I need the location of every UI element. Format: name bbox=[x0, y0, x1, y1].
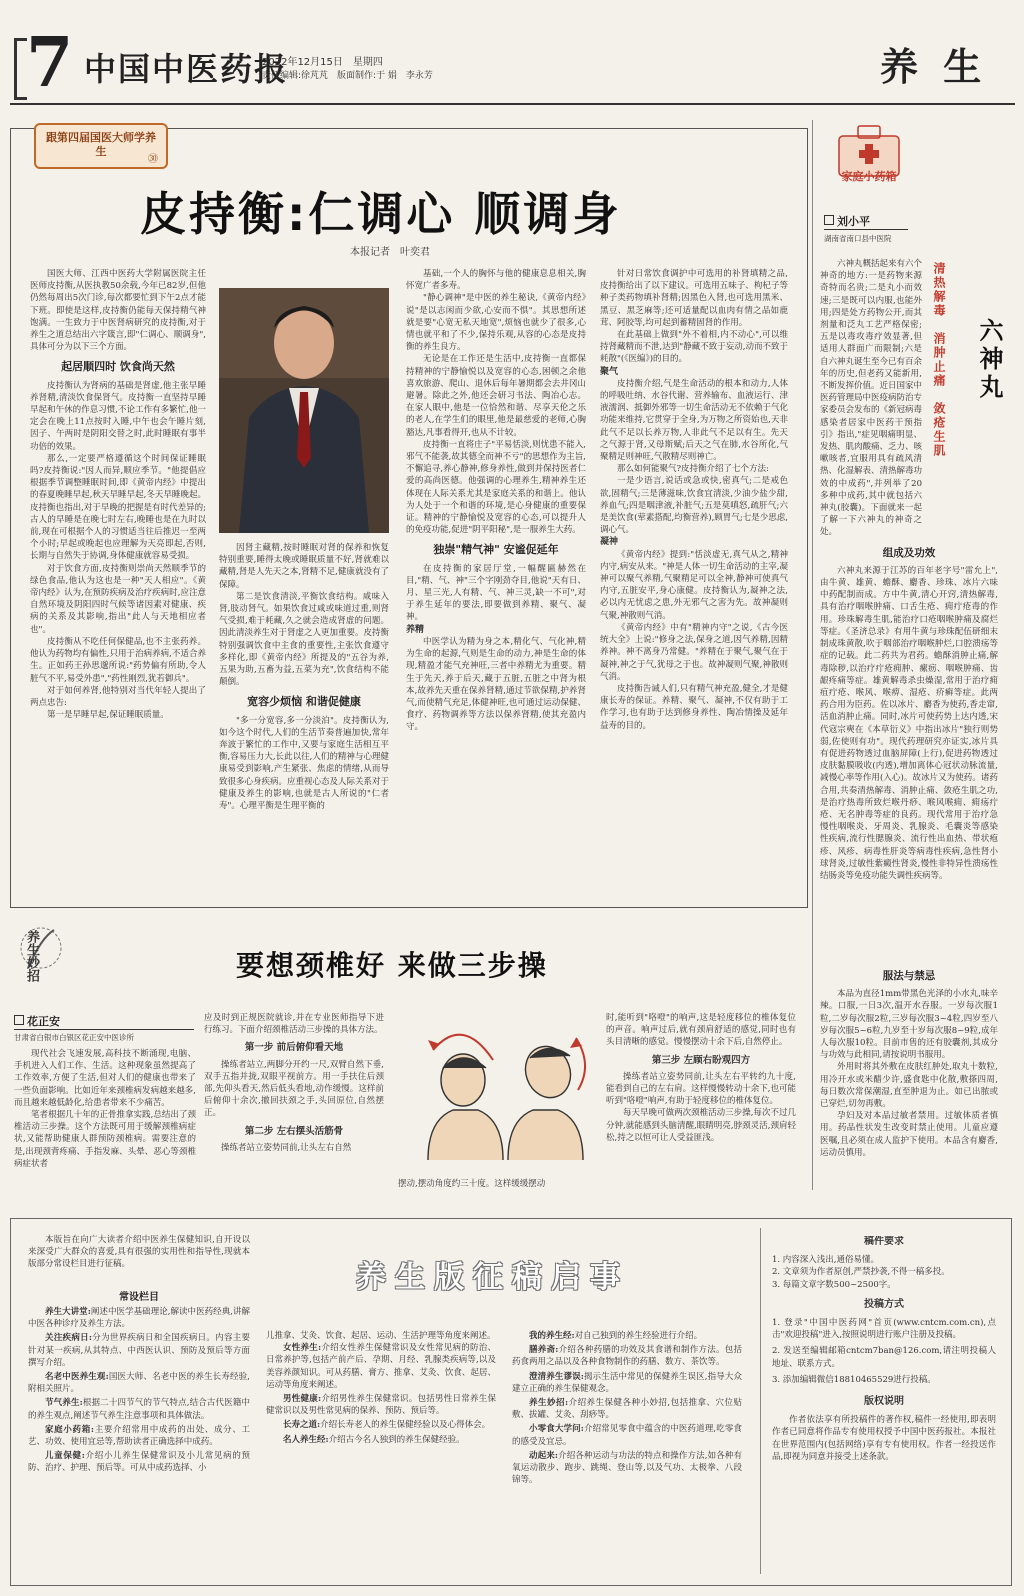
neck-step-1: 第一步 前后俯仰看天地 bbox=[244, 1042, 344, 1054]
paragraph: 笔者根据几十年的正骨推拿实践,总结出了颈椎活动三步操。这个方法既可用于缓解颈椎病症状,又能帮助健康人群预防颈椎病。需要注意的是,出现颈背疼痛、手指发麻、头晕、恶心等颈椎病症状者 bbox=[14, 1110, 196, 1169]
column-entry-name: 男性健康: bbox=[283, 1394, 322, 1405]
column-entry bbox=[266, 1342, 496, 1391]
paragraph: 无论是在工作还是生活中,皮持衡一直都保持精神的宁静愉悦以及宽容的心态,困顿之余他喜欢旅游、爬山、退休后每年暑期都会去井冈山避暑。除此之外,他还会研习书法、陶冶心志。在家人眼中,他是一位恰然和谐、尽享天伦之乐的老人,在学生们的眼里,他是最慈爱的老师,心胸豁达,凡事看得开,也从不计较。 bbox=[406, 354, 586, 438]
neck-step-2: 第二步 左右摆头活筋骨 bbox=[244, 1125, 344, 1137]
call-heading-req: 稿件要求 bbox=[864, 1236, 904, 1247]
sidebar-divider bbox=[812, 120, 813, 1190]
paragraph: 在此基础上做到"外不着相,内不动心",可以维持肾藏精而不泄,达到"静藏不致于妄动,动而不致于耗散"(《医编》)的目的。 bbox=[600, 330, 788, 365]
paper-name: 中国中医药报 bbox=[84, 50, 289, 88]
column-entry-desc: 介绍各种运动与功法的特点和操作方法,如各种有氧运动散步、跑步、跳绳、登山等,以及气功、太极拳、八段锦等。 bbox=[512, 1450, 742, 1486]
paragraph: 六神丸来源于江苏的百年老字号"雷允上",由牛黄、雄黄、蟾酥、麝香、珍珠、冰片六味中药配制而成。方中牛黄,清心开窍,清热解毒,具有治疗咽喉肿痛、口舌生疮、痈疔疮毒的作用。珍珠解毒生肌,能治疗口疮咽喉肿痛及腐烂等症。《圣济总录》有用牛黄与珍珠配伍研细末制成珠黄散,吹于咽部治疗咽喉肿烂,口腔溃疡等症的记载。此二药共为君药。蟾酥消肿止痛,解毒除秽,以治疗疔疮痈肿、瘰疬、咽喉肿痛、齿龈疼痛等症。雄黄解毒杀虫燥湿,常用于治疗痈疽疔疮、喉风、喉痹、湿疮、疥癣等症。此两药合用为臣药。佐以冰片、麝香为使药,香走窜,活血消肿止痛。同时,冰片可使药势上达内透,宋代寇宗奭在《本草衍义》中指出冰片"独行则势弱,佐使则有功"。现代药理研究亦证实,冰片具有促进药物透过血脑屏障(上行),促进药物透过皮肤黏膜吸收(内透),增加离体心冠状动脉流量,减慢心率等作用(入心)。故冰片又为使药。诸药合用,共奏清热解毒、消肿止痛、敛疮生肌之功,是治疗热毒所致烂喉丹痧、喉风喉痈、痈疡疔疮、无名肿毒等症的良药。现代常用于治疗急慢性咽喉炎、牙周炎、乳腺炎、毛囊炎等感染性疾病,流行性腮腺炎、流行性出血热、带状疱疹、风疹、病毒性肝炎等病毒性疾病,急性肾小球肾炎,过敏性紫癜性肾炎,慢性非特异性溃疡性结肠炎等免疫功能失调性疾病等。 bbox=[820, 565, 998, 881]
paragraph: 操练者站立姿势同前,让头左右平转约九十度,能看到自己的左右肩。这样慢慢转动十余下,也可能听到"咯噔"响声,有助于轻度移位的椎体复位。 bbox=[606, 1071, 796, 1107]
paragraph: 因肾主藏精,按时睡眠对肾的保养和恢复特别重要,睡得太晚或睡眠质量不好,肾就难以藏精,肾是人先天之本,肾精不足,健康就没有了保障。 bbox=[219, 543, 389, 590]
paragraph: 本品为直径1mm带黑色光泽的小水丸,味辛辣。口服,一日3次,温开水吞服。一岁每次服1粒,二岁每次服2粒,三岁每次服3~4粒,四岁至八岁每次服5~6粒,九岁至十岁每次服8~9粒,成年人每次服10粒。目前市售的还有胶囊剂,其成分与功效与此相同,请按说明书服用。 bbox=[820, 989, 998, 1061]
paragraph: 中医学认为精为身之本,精化气、气化神,精为生命的起源,气则是生命的动力,神是生命的体现,精盈才能气充神旺,三者中养精尤为重要。精生于先天,养于后天,藏于五脏,五脏之中肾为根本,故养先天重在保养肾精,通过节欲保精,护养肾气,而使精气充足,体健神旺,也可通过运动保健、食疗、药物调养等方法以保养肾精,使其充盈内守。 bbox=[406, 636, 586, 733]
label-juqi: 聚气 bbox=[600, 366, 619, 377]
column-entry bbox=[28, 1397, 250, 1421]
sidebar-author-rule bbox=[824, 229, 908, 230]
neck-column-3 bbox=[606, 1012, 796, 1190]
paragraph: 摆动,摆动角度约三十度。这样缓缓摆动 bbox=[398, 1179, 546, 1189]
masthead-rule bbox=[10, 103, 1015, 105]
paragraph: 第二是饮食清淡,平衡饮食结构。咸味入肾,肢动肾气。如果饮食过咸或味道过重,则肾气受损,难于耗藏,久之就会造成肾虚的问题。因此清淡养生对于肾虚之人更加重要。皮持衡特别强调饮食中主食的重要性,主张饮食遵守多样化,即《黄帝内经》所提及的"五谷为养,五果为助,五畜为益,五菜为充",饮食结构不能颠倒。 bbox=[219, 591, 389, 688]
column-entry bbox=[28, 1424, 250, 1448]
paragraph: 一是少语言,说话或急或快,密真气;二是戒色欲,固精气;三是薄滋味,饮食宜清淡,少油少盐少甜,养血气;四是咽津液,补脏气;五是莫嗔怒,疏肝气;六是美饮食(荤素搭配,均衡营养),顾胃气;七是少思虑,调心气。 bbox=[600, 476, 788, 536]
author-box bbox=[14, 1015, 24, 1025]
label-ningshen: 凝神 bbox=[600, 537, 619, 548]
column-entry-name: 动起来: bbox=[529, 1450, 559, 1461]
paragraph: 外用时将其外敷在皮肤红肿处,取丸十数粒,用冷开水或米醋少许,盛食匙中化散,敷搽四周,每日数次常保潮湿,直至肿退为止。如已出脓或已穿烂,切勿再敷。 bbox=[820, 1062, 998, 1110]
column-entry-name: 关注疾病日: bbox=[45, 1333, 93, 1344]
series-number: ㉚ bbox=[148, 154, 158, 165]
column-entry-name: 家庭小药箱: bbox=[45, 1424, 95, 1435]
column-entry bbox=[266, 1419, 496, 1431]
column-entry-desc: 根据二十四节气的节气特点,结合古代医籍中的养生观点,阐述节气养生注意事项和具体做法。 bbox=[28, 1398, 250, 1421]
masthead bbox=[0, 0, 1024, 112]
paragraph: 《黄帝内经》中有"精神内守"之说,《古今医统大全》上说:"修身之法,保身之道,因气养精,因精养神。神不离身乃常健。"养精在于聚气,聚气在于凝神,神之于气,犹母之于也。故神凝则气聚,神散则气消。 bbox=[600, 622, 788, 682]
paragraph: 那么,一定要严格遵循这个时间保证睡眠吗?皮持衡说:"因人而异,顺应季节。"他提倡应根据季节调整睡眠时间,即《黄帝内经》中提出的春夏晚睡早起,秋天早睡早起,冬天早睡晚起。皮持衡也指出,对于早晚的把握是有时代差异的;古人的早睡是在晚七时左右,晚睡也是在九时以前,现在可根据个人的习惯适当往后推迟一至两个小时;早起或晚起也应理解为天亮即起,否则,长期与自然失于协调,身体健康就容易受损。 bbox=[30, 453, 206, 562]
column-entry-desc: 对自己独到的养生经验进行介绍。 bbox=[574, 1331, 703, 1341]
sidebar-author-name: 刘小平 bbox=[837, 215, 870, 228]
call-columns-c bbox=[512, 1330, 742, 1576]
paragraph: 皮持衡告诫人们,只有精气神充盈,健全,才是健康长寿的保证。养精、聚气、凝神,不仅有助于工作学习,也有助于达到修身养性、陶冶情操及延年益寿的目的。 bbox=[600, 683, 788, 731]
column-entry-name: 节气养生: bbox=[45, 1398, 83, 1409]
feature-column-3 bbox=[406, 268, 586, 898]
column-entry-desc: 介绍男性养生保健常识。包括男性日常养生保健常识以及男性常见病的保养、预防、预后等。 bbox=[266, 1394, 496, 1417]
call-columns-b bbox=[266, 1330, 496, 1576]
column-entry bbox=[512, 1450, 742, 1487]
column-entry-desc: 国医大师、名老中医的养生长寿经验,附相关照片。 bbox=[28, 1372, 250, 1395]
neck-badge-text: 养生妙招 bbox=[24, 930, 39, 982]
column-entry-name: 膳养斋: bbox=[529, 1345, 559, 1356]
paragraph: 在皮持衡的家居厅堂,一幅醒匾赫然在目,"精、气、神"三个字刚劲夺目,他说"天有日、月、星三光,人有精、气、神三灵,缺一不可",对于养生延年的要法,即要做到养精、聚气、凝神。 bbox=[406, 563, 586, 623]
column-entry-desc: 介绍小儿养生保健常识及小儿常见病的预防、治疗、护理、预后等。可从中成药选择、小 bbox=[28, 1451, 250, 1474]
column-entry bbox=[266, 1434, 496, 1446]
call-heading-columns: 常设栏目 bbox=[119, 1292, 159, 1303]
portrait-figure bbox=[219, 288, 389, 533]
sidebar-body bbox=[820, 258, 998, 900]
column-entry-name: 名人养生经: bbox=[283, 1434, 329, 1445]
page-number: 7 bbox=[26, 23, 74, 103]
label-yangjing: 养精 bbox=[406, 624, 425, 635]
portrait-photo bbox=[219, 288, 389, 533]
column-entry-name: 我的养生经: bbox=[529, 1331, 575, 1341]
paragraph: 第一是早睡早起,保证睡眠质量。 bbox=[47, 710, 169, 721]
paragraph: 应及时到正规医院就诊,并在专业医师指导下进行练习。下面介绍颈椎活动三步操的具体方法。 bbox=[204, 1013, 384, 1036]
call-requirements bbox=[772, 1236, 996, 1576]
paragraph: 皮持衡认为肾病的基础是肾虚,他主张早睡养肾精,清淡饮食保肾气。皮持衡一直坚持早睡早起和午休的作息习惯,不论工作有多繁忙,他一定会在晚上11点按时入睡,中午也会午睡片刻,因子、午两时是阴阳交替之时,此时睡眠有事半功倍的效果。 bbox=[30, 380, 206, 452]
req-3: 3. 每篇文章字数500~2500字。 bbox=[772, 1279, 896, 1290]
call-heading-sub: 投稿方式 bbox=[864, 1298, 904, 1310]
column-entry-desc: 介绍古今名人独到的养生保健经验。 bbox=[328, 1434, 465, 1445]
feature-intro: 国医大师、江西中医药大学附属医院主任医师皮持衡,从医执教50余载,今年已82岁,但他仍然每周出5次门诊,每次都要忙到下午2点才能下班。即使是这样,皮持衡仍能每天保持精气神饱满。一生致力于中医肾病研究的皮持衡,对于养生之道总结出六字箴言,即"仁调心、顺调身",具体可分为以下三个方面。 bbox=[30, 269, 206, 353]
column-entry-desc: 主要介绍常用中成药的出处、成分、工艺、功效、使用宜忌等,帮助读者正确选择中成药。 bbox=[28, 1424, 250, 1448]
sidebar-intro-text: 六神丸概括起来有六个神奇的地方:一是药物来源奇特而名贵;二是丸小而效速;三是既可以内服,也能外用;四是处方药物公开,而其剂量和泛丸工艺严格保密;五是以毒攻毒疗效显著,但适用人群面广而限制;六是自六神丸诞生至今已有百余年的历史,但老药又能新用,不断发挥价值。近日国家中医药管理局中医疫病防治专家委员会发布的《新冠病毒感染者居家中医药干预指引》指出,"症见咽痛明显、发热、肌肉酸痛、乏力、咳嗽咳者,宜服用具有疏风清热、化湿解表、清热解毒功效的中成药",并列举了20多种中成药,其中就包括六神丸(胶囊)。下面就来一起了解一下六神丸的神奇之处。 bbox=[820, 259, 923, 538]
feature-subhead-3: 独崇"精气神" 安谧促延年 bbox=[433, 543, 559, 557]
column-entry bbox=[28, 1450, 250, 1474]
neck-column-1 bbox=[14, 1048, 196, 1190]
paragraph: 儿推拿、艾灸、饮食、起居、运动、生活护理等角度来阐述。 bbox=[266, 1331, 496, 1341]
feature-column-4 bbox=[600, 268, 788, 898]
column-entry-desc: 介绍各种药膳的功效及其食谱和制作方法。包括药食两用之品以及各种食物制作的药膳、数方、茶饮等。 bbox=[512, 1345, 742, 1368]
paragraph: 现代社会飞速发展,高科技不断涌现,电脑、手机进入人们工作、生活。这种现象虽然提高了工作效率,方便了生活,但对人们的健康也带来了一些负面影响。比如近年来颈椎病发病越来越多,而且越来越低龄化,给患者带来不少痛苦。 bbox=[14, 1049, 196, 1108]
neck-title: 要想颈椎好 来做三步操 bbox=[236, 949, 548, 982]
paragraph: 基础,一个人的胸怀与他的健康息息相关,胸怀宽广者多寿。 bbox=[406, 269, 586, 292]
column-entry bbox=[512, 1344, 742, 1368]
paragraph: 每天早晚可做两次颈椎活动三步操,每次不过几分钟,就能感到头脑清醒,眼睛明亮,脖颈灵活,颈肩轻松,持之以恒可让人受益匪浅。 bbox=[606, 1108, 796, 1143]
feature-byline: 本报记者 叶奕君 bbox=[350, 247, 430, 258]
column-entry bbox=[512, 1330, 742, 1342]
feature-column-1 bbox=[30, 268, 206, 898]
call-heading-copyright: 版权说明 bbox=[864, 1396, 904, 1408]
paragraph: 针对日常饮食调护中可选用的补肾填精之品,皮持衡给出了以下建议。可选用五味子、枸杞子等种子类药物填补肾精;因黑色入肾,也可选用黑米、黑豆、黑芝麻等;还可适量配以血肉有情之品如鹿茸、阿胶等,均可起到蓄精固肾的作用。 bbox=[600, 269, 788, 328]
column-entry-name: 儿童保健: bbox=[45, 1451, 85, 1462]
neck-author bbox=[14, 1013, 60, 1029]
sidebar-intro-wrap bbox=[922, 258, 998, 530]
call-columns-a bbox=[28, 1306, 250, 1576]
sidebar-title: 六神丸 bbox=[975, 318, 1004, 402]
neck-column-2 bbox=[204, 1012, 384, 1190]
column-entry bbox=[28, 1332, 250, 1369]
column-entry-desc: 介绍长寿老人的养生保健经验以及心得体会。 bbox=[320, 1420, 491, 1431]
column-entry bbox=[512, 1423, 742, 1447]
column-entry-desc: 介绍养生保健各种小妙招,包括推拿、穴位贴敷、拔罐、艾灸、刮痧等。 bbox=[512, 1398, 742, 1421]
paragraph: 本版旨在向广大读者介绍中医养生保健知识,自开设以来深受广大群众的喜爱,具有很强的实用性和指导性,现就本版部分常设栏目进行征稿。 bbox=[28, 1235, 250, 1270]
sub-3: 3. 添加编辑微信18810465529进行投稿。 bbox=[772, 1374, 936, 1385]
copyright-text: 作者依法享有所投稿件的著作权,稿件一经使用,即表明作者已同意将作品专有使用权授予中国中医药报社。本报社在世界范围内(包括网络)享有专有使用权。作者一经投送作品,即视为同意并接受上述条款。 bbox=[772, 1415, 996, 1462]
req-1: 1. 内容深入浅出,通俗易懂。 bbox=[772, 1255, 880, 1266]
column-entry-name: 女性养生: bbox=[283, 1343, 322, 1354]
neck-author-name: 花正安 bbox=[27, 1015, 60, 1028]
req-2: 2. 文章须为作者原创,严禁抄袭,不得一稿多投。 bbox=[772, 1267, 950, 1278]
column-entry-desc: 分为世界疾病日和全国疾病日。内容主要针对某一疾病,从其特点、中西医认识、预防及预后等方面撰写介绍。 bbox=[28, 1333, 250, 1368]
sidebar-subhead-2: 服法与禁忌 bbox=[882, 970, 936, 982]
call-title bbox=[356, 1252, 629, 1296]
sidebar-subhead-1: 组成及功效 bbox=[882, 546, 936, 559]
feature-column-2 bbox=[219, 542, 389, 898]
paragraph: 对于饮食方面,皮持衡则崇尚天然顺季节的绿色食品,他认为这也是一种"天人相应"。《黄帝内经》认为,在预防疾病及治疗疾病时,应注意自然环境及阴阳四时气候等诸因素对健康、疾病的关系及其影响,指出"此人与天地相应者也"。 bbox=[30, 563, 206, 635]
neck-caption-line bbox=[398, 1178, 594, 1192]
column-entry bbox=[266, 1393, 496, 1417]
sidebar-affiliation: 湖南省南口县中医院 bbox=[824, 234, 892, 243]
call-title-text: 养生版征稿启事 bbox=[356, 1260, 629, 1295]
column-entry-name: 养生大讲堂: bbox=[45, 1307, 91, 1317]
column-entry-desc: 介绍常见零食中蕴含的中医药道理,吃零食的感受及宜忌。 bbox=[512, 1424, 742, 1447]
paragraph: 《黄帝内经》提到:"恬淡虚无,真气从之,精神内守,病安从来。"神是人体一切生命活动的主宰,凝神可以聚气养精,气聚精足可以全神,静神可使真气内守,五脏安平,身心康健。皮持衡认为,凝神之法,必以内无忧虑之患,外无邪气之害为先。故神凝则气聚,神散则气消。 bbox=[600, 549, 788, 621]
column-entry-name: 名老中医养生观: bbox=[45, 1372, 109, 1383]
section-name: 养 生 bbox=[880, 44, 988, 89]
paragraph: 孕妇及对本品过敏者禁用。过敏体质者慎用。药品性状发生改变时禁止使用。儿童应遵医嘱,且必须在成人监护下使用。本品含有麝香,运动员慎用。 bbox=[820, 1111, 998, 1158]
series-badge-text: 跟第四届国医大师学养生 bbox=[46, 131, 156, 158]
neck-illustration bbox=[398, 1010, 598, 1170]
call-side-divider bbox=[760, 1228, 761, 1574]
paragraph: 皮持衡介绍,气是生命活动的根本和动力,人体的呼吸吐纳、水谷代谢、营养输布、血液运行、津液濡润、抵御外邪等一切生命活动无不依赖于气化功能来维持,它贯穿于全身,为万物之所资始也,天非此气不足以长养万物,人非此气不足以有生。先天之气源于肾,又母斯赋;后天之气在肺,水谷所化,气聚精足则神旺,气散精尽则神亡。 bbox=[600, 378, 788, 463]
sidebar-label: 家庭小药箱 bbox=[841, 170, 897, 183]
column-entry bbox=[28, 1306, 250, 1330]
paragraph: 操练者站立,两脚分开约一尺,双臂自然下垂,双手五指并拢,双眼平视前方。用一手扶住后颈部,先仰头看天,然后低头看地,动作缓慢。这样前后俯仰十余次,撤回扶颈之手,头回原位,自然摆正。 bbox=[204, 1059, 384, 1119]
column-entry-desc: 揭示生活中常见的保健养生误区,指导大众建立正确的养生保健观念。 bbox=[512, 1371, 742, 1394]
feature-subhead-1: 起居顺四时 饮食尚天然 bbox=[61, 360, 175, 374]
column-entry bbox=[512, 1397, 742, 1421]
sidebar-tagline: 清热解毒 消肿止痛 敛疮生肌 bbox=[932, 262, 946, 458]
sidebar-body-2 bbox=[820, 970, 998, 1190]
sub-2: 2. 发送至编辑邮箱cntcm7ban@126.com,请注明投稿人地址、联系方式。 bbox=[772, 1346, 996, 1369]
series-badge bbox=[34, 123, 168, 169]
sidebar-author bbox=[824, 213, 870, 229]
paragraph: 皮持衡一直将庄子"平易恬淡,则忧患不能入,邪气不能袭,故其德全而神不亏"的思想作为主旨,不懈追寻,养心静神,修身养性,做到并保持医者仁爱的高尚医德。他强调的心理养生,精神养生还体现在人际关系尤其是家庭关系的和谐上。他认为人处于一个和谐的环境,是心身健康的重要保证。精神的宁静愉悦及宽容的心态,可以提升人的免疫功能,促进"阴平阳秘",是一服养生大药。 bbox=[406, 439, 586, 536]
paragraph: 那么如何能聚气?皮持衡介绍了七个方法: bbox=[617, 464, 769, 475]
neck-affiliation: 甘肃省白银市白银区花正安中医诊所 bbox=[14, 1033, 134, 1042]
column-entry bbox=[512, 1371, 742, 1395]
feature-subhead-2: 宽容少烦恼 和谐促健康 bbox=[247, 695, 361, 709]
column-entry-name: 养生妙招: bbox=[529, 1398, 569, 1409]
column-entry-desc: 介绍女性养生保健常识及女性常见病的防治、日常养护等,包括产前产后、孕期、月经、乳腺类疾病等,以及美容养颜知识。可从药膳、膏方、推拿、艾灸、饮食、起居、运动等角度来阐述。 bbox=[266, 1343, 496, 1390]
paragraph: 皮持衡从不吃任何保健品,也不主张药养。他认为药物均有偏性,只用于治病养病,不适合养生。正如药王孙思邈所说:"药势偏有所助,令人脏气不平,易受外患","药性刚烈,犹若御兵"。 bbox=[30, 636, 206, 684]
paragraph: "多一分宽容,多一分淡泊"。皮持衡认为,如今这个时代,人们的生活节奏普遍加快,常年奔波于繁忙的工作中,又要与家庭生活相互平衡,容易压力大,长此以往,人们的精神与心理健康易受到影响,产生紧张、焦虑的情绪,从而导致很多心身疾病。应重视心态及人际关系对于健康及养生的影响,也就是古人所说的"仁者寿"。心理平衡是生理平衡的 bbox=[219, 715, 389, 812]
column-entry-name: 澄清养生谬误: bbox=[529, 1371, 584, 1382]
editors-credit: 责任编辑:徐芃芃 版面制作:于 娟 李永芳 bbox=[262, 71, 433, 81]
paragraph: 时,能听到"咯噔"的响声,这是轻度移位的椎体复位的声音。响声过后,就有颈肩舒适的感觉,同时也有头目清晰的感觉。慢慢摆动十余下后,自然停止。 bbox=[606, 1013, 796, 1048]
author-box bbox=[824, 215, 834, 225]
call-intro bbox=[28, 1234, 250, 1284]
neck-step-3: 第三步 左顾右盼观四方 bbox=[651, 1054, 751, 1066]
paragraph: "静心调神"是中医的养生秘诀,《黄帝内经》说"是以志闲而少欲,心安而不惧"。其思想所述就是要"心宽无私天地宽",烦恼也就少了很多,心情也就平和了不少,保持乐观,从容的心态是皮持衡的养生良方。 bbox=[406, 293, 586, 353]
column-entry-name: 长寿之道: bbox=[283, 1420, 321, 1431]
feature-title: 皮持衡:仁调心 顺调身 bbox=[140, 187, 622, 241]
issue-date: 2022年12月15日 星期四 bbox=[262, 57, 383, 68]
sub-1: 1. 登录"中国中医药网"首页(www.cntcm.com.cn),点击"欢迎投稿"进入,按照说明进行账户注册及投稿。 bbox=[772, 1318, 996, 1341]
column-entry-name: 小零食大学问: bbox=[529, 1424, 584, 1435]
neck-author-rule bbox=[14, 1029, 194, 1030]
paragraph: 操练者站立姿势同前,让头左右自然 bbox=[221, 1142, 352, 1153]
paragraph: 对于如何养肾,他特别对当代年轻人提出了两点忠告: bbox=[30, 685, 206, 708]
column-entry bbox=[28, 1371, 250, 1395]
column-entry-desc: 阐述中医学基础理论,解读中医药经典,讲解中医各种诊疗及养生方法。 bbox=[28, 1307, 250, 1330]
